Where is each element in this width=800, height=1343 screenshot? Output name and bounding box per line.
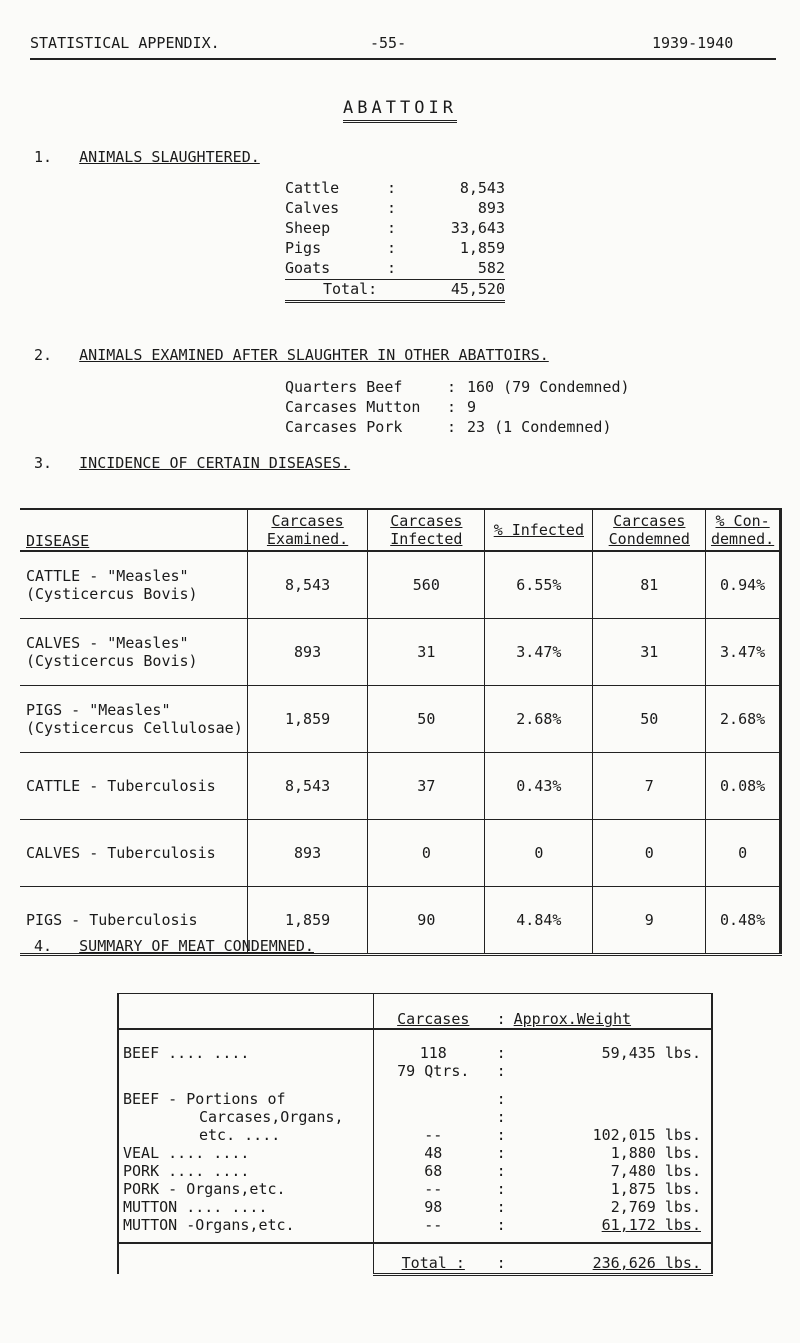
condemned-cell: 50 [593,686,706,753]
table-row: MUTTON .... .... 98 : 2,769 lbs. [118,1198,712,1216]
col-carcases-infected: Carcases Infected [368,509,485,551]
table-row: VEAL .... .... 48 : 1,880 lbs. [118,1144,712,1162]
examined-cell: 1,859 [247,887,368,955]
summary-total-row: Total : : 236,626 lbs. [118,1243,712,1274]
other-abattoirs-list [285,378,725,438]
pct-infected-cell: 6.55% [485,551,593,619]
infected-cell: 560 [368,551,485,619]
table-row: BEEF - Portions of : [118,1080,712,1108]
header-left: STATISTICAL APPENDIX. [30,34,220,52]
table-row: PORK - Organs,etc. -- : 1,875 lbs. [118,1180,712,1198]
meat-condemned-table [117,993,713,1276]
slaughtered-row: Goats : 582 [285,259,505,280]
pct-infected-cell: 3.47% [485,619,593,686]
table-row [20,619,781,686]
condemned-cell: 9 [593,887,706,955]
col-pct-condemned: % Con- demned. [706,509,781,551]
slaughtered-row: Pigs : 1,859 [285,239,505,257]
summary-total-label: Total : [373,1243,492,1274]
slaughtered-total: Total: 45,520 [285,280,505,303]
disease-cell: PIGS - Tuberculosis [20,887,247,955]
col-carcases: Carcases [397,1010,470,1028]
disease-cell: CATTLE - "Measles" (Cysticercus Bovis) [20,551,247,619]
pct-condemned-cell: 3.47% [706,619,781,686]
other-abattoir-row: Carcases Pork : 23 (1 Condemned) [285,418,612,436]
other-abattoir-row: Carcases Mutton : 9 [285,398,477,416]
table-row [20,686,781,753]
pct-infected-cell: 0 [485,820,593,887]
examined-cell: 893 [247,619,368,686]
section1-heading: 1. ANIMALS SLAUGHTERED. [34,148,260,166]
table-row: PORK .... .... 68 : 7,480 lbs. [118,1162,712,1180]
slaughtered-list [285,179,505,303]
disease-cell: CALVES - Tuberculosis [20,820,247,887]
infected-cell: 50 [368,686,485,753]
disease-cell: CALVES - "Measles" (Cysticercus Bovis) [20,619,247,686]
table-row: etc. .... -- : 102,015 lbs. [118,1126,712,1144]
summary-total-value: 236,626 lbs. [510,1243,712,1274]
infected-cell: 0 [368,820,485,887]
pct-condemned-cell: 0.94% [706,551,781,619]
disease-cell: CATTLE - Tuberculosis [20,753,247,820]
table-row: 79 Qtrs. : [118,1062,712,1080]
slaughtered-row: Cattle : 8,543 [285,179,505,197]
condemned-cell: 0 [593,820,706,887]
examined-cell: 8,543 [247,753,368,820]
col-approx-weight: Approx.Weight [513,1010,632,1028]
table-row [20,753,781,820]
section3-heading: 3. INCIDENCE OF CERTAIN DISEASES. [34,454,351,472]
table-row: BEEF .... .... 118 : 59,435 lbs. [118,1029,712,1062]
col-pct-infected: % Infected [485,509,593,551]
condemned-cell: 31 [593,619,706,686]
section2-heading: 2. ANIMALS EXAMINED AFTER SLAUGHTER IN OTHER ABATTOIRS. [34,346,549,364]
examined-cell: 1,859 [247,686,368,753]
infected-cell: 90 [368,887,485,955]
header-year: 1939-1940 [652,34,734,52]
examined-cell: 8,543 [247,551,368,619]
condemned-cell: 81 [593,551,706,619]
infected-cell: 31 [368,619,485,686]
slaughtered-row: Calves : 893 [285,199,505,217]
pct-infected-cell: 4.84% [485,887,593,955]
col-carcases-condemned: Carcases Condemned [593,509,706,551]
header-page-number: -55- [370,34,407,52]
header-rule [30,58,776,60]
pct-condemned-cell: 2.68% [706,686,781,753]
other-abattoir-row: Quarters Beef : 160 (79 Condemned) [285,378,630,396]
disease-cell: PIGS - "Measles" (Cysticercus Cellulosae) [20,686,247,753]
pct-condemned-cell: 0.48% [706,887,781,955]
pct-condemned-cell: 0 [706,820,781,887]
pct-condemned-cell: 0.08% [706,753,781,820]
table-row: MUTTON -Organs,etc. -- : 61,172 lbs. [118,1216,712,1243]
col-disease: DISEASE [20,509,247,551]
col-carcases-examined: Carcases Examined. [247,509,368,551]
examined-cell: 893 [247,820,368,887]
summary-header-row: Carcases : Approx.Weight [118,994,712,1030]
table-header-row [20,509,781,551]
section4-heading: 4. SUMMARY OF MEAT CONDEMNED. [34,937,314,955]
infected-cell: 37 [368,753,485,820]
slaughtered-row: Sheep : 33,643 [285,219,505,237]
table-row [20,551,781,619]
disease-incidence-table [20,508,782,956]
pct-infected-cell: 0.43% [485,753,593,820]
table-row: Carcases,Organs, : [118,1108,712,1126]
table-row [20,820,781,887]
condemned-cell: 7 [593,753,706,820]
pct-infected-cell: 2.68% [485,686,593,753]
page-title: ABATTOIR [0,98,800,118]
